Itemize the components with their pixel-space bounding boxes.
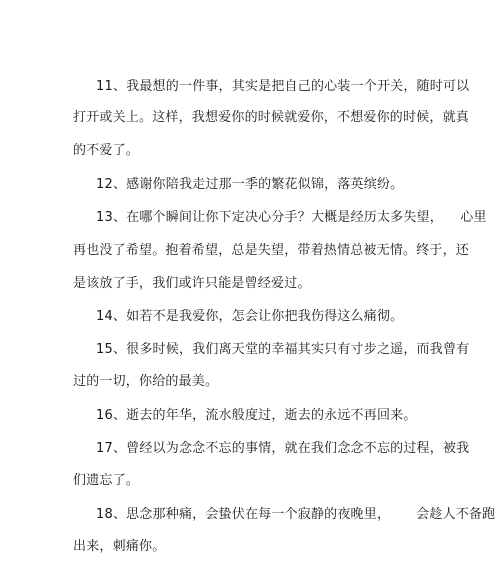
- text-line: 过的一切，你给的最美。: [73, 374, 219, 389]
- text-line: 再也没了希望。抱着希望，总是失望，带着热情总被无情。终于，还: [73, 243, 470, 258]
- text-line: 出来，刺痛你。: [73, 539, 166, 554]
- text-line: 17、曾经以为念念不忘的事情，就在我们念念不忘的过程，被我: [96, 441, 470, 456]
- text-line: 12、感谢你陪我走过那一季的繁花似锦，落英缤纷。: [96, 177, 404, 192]
- text-line: 们遗忘了。: [73, 473, 140, 488]
- text-line: 的不爱了。: [73, 143, 140, 158]
- text-line: 是该放了手，我们或许只能是曾经爱过。: [73, 276, 311, 291]
- text-line: 18、思念那种痛，会蛰伏在每一个寂静的夜晚里， 会趁人不备跑: [96, 507, 496, 522]
- text-line: 14、如若不是我爱你，怎会让你把我伤得这么痛彻。: [96, 309, 404, 324]
- text-line: 13、在哪个瞬间让你下定决心分手？大概是经历太多失望， 心里: [96, 210, 487, 225]
- text-line: 15、很多时候，我们离天堂的幸福其实只有寸步之遥，而我曾有: [96, 342, 470, 357]
- text-line: 16、逝去的年华，流水般度过，逝去的永远不再回来。: [96, 408, 417, 423]
- text-line: 11、我最想的一件事，其实是把自己的心装一个开关，随时可以: [96, 79, 470, 94]
- text-line: 打开或关上。这样，我想爱你的时候就爱你，不想爱你的时候，就真: [73, 110, 470, 125]
